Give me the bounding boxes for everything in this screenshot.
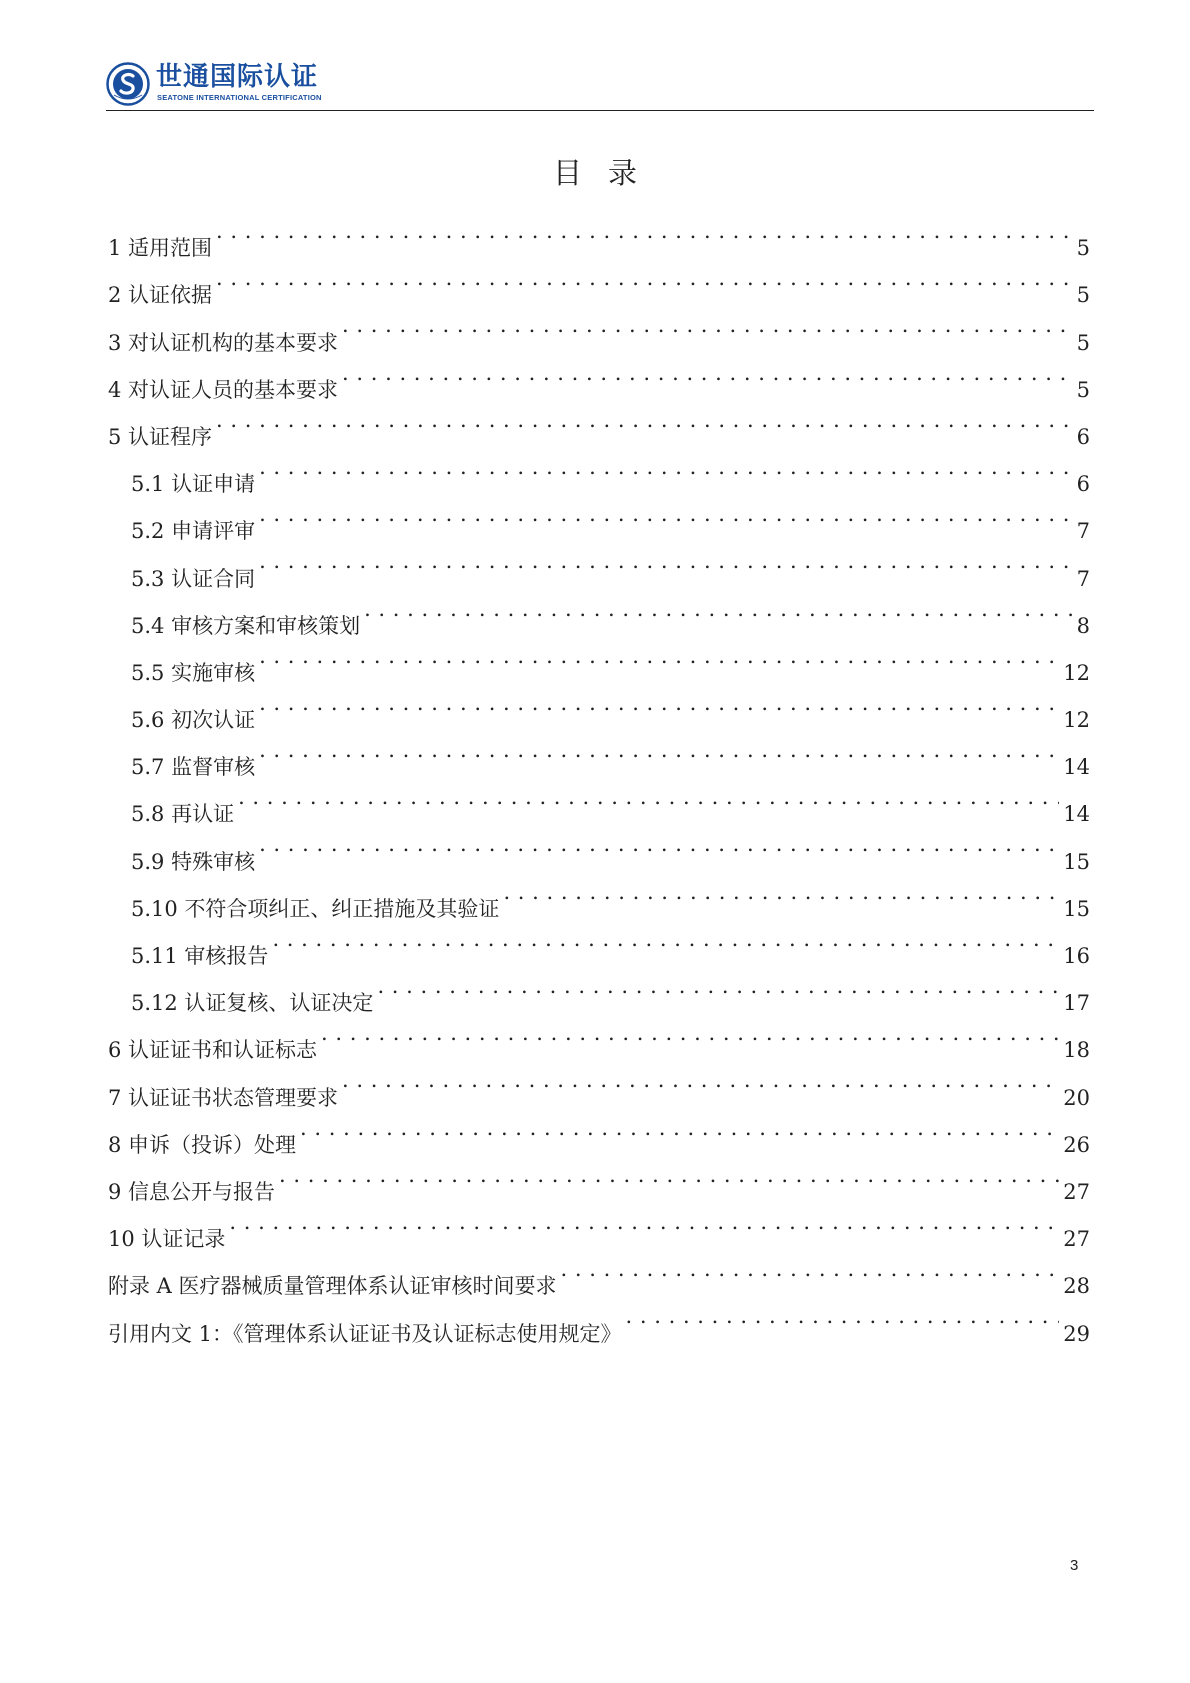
toc-dot-leader bbox=[377, 963, 1059, 1010]
toc-dot-leader bbox=[259, 538, 1073, 585]
toc-dot-leader bbox=[342, 350, 1073, 397]
toc-entry-page: 29 bbox=[1063, 1321, 1090, 1346]
toc-entry-title: 5.12 认证复核、认证决定 bbox=[131, 991, 374, 1016]
toc-entry[interactable] bbox=[108, 397, 1090, 449]
toc-entry[interactable] bbox=[108, 727, 1090, 780]
toc-dot-leader bbox=[259, 633, 1059, 680]
toc-entry[interactable] bbox=[108, 208, 1090, 261]
toc-dot-leader bbox=[259, 821, 1059, 868]
toc-entry[interactable] bbox=[108, 255, 1090, 308]
toc-dot-leader bbox=[272, 916, 1059, 963]
toc-dot-leader bbox=[216, 255, 1073, 302]
toc-dot-leader bbox=[626, 1293, 1060, 1340]
page-number: 3 bbox=[1070, 1557, 1079, 1574]
toc-entry[interactable] bbox=[108, 1246, 1090, 1299]
toc-entry-title: 5.7 监督审核 bbox=[131, 755, 256, 780]
toc-entry-page: 14 bbox=[1063, 802, 1090, 827]
toc-dot-leader bbox=[259, 680, 1059, 727]
toc-entry-title: 附录 A 医疗器械质量管理体系认证审核时间要求 bbox=[108, 1274, 557, 1299]
toc-entry-page: 20 bbox=[1063, 1085, 1090, 1110]
toc-entry[interactable] bbox=[108, 1199, 1090, 1252]
toc-entry-page: 26 bbox=[1063, 1132, 1090, 1157]
toc-entry-page: 7 bbox=[1076, 519, 1090, 544]
toc-dot-leader bbox=[342, 302, 1073, 349]
toc-dot-leader bbox=[259, 491, 1073, 538]
toc-entry-page: 6 bbox=[1076, 472, 1090, 497]
toc-dot-leader bbox=[216, 208, 1073, 255]
toc-entry-page: 5 bbox=[1076, 377, 1090, 402]
toc-entry-page: 17 bbox=[1063, 991, 1090, 1016]
toc-entry-title: 3 对认证机构的基本要求 bbox=[108, 330, 339, 355]
toc-entry-title: 8 申诉（投诉）处理 bbox=[108, 1132, 297, 1157]
toc-entry[interactable] bbox=[108, 538, 1090, 591]
toc-entry[interactable] bbox=[108, 302, 1090, 355]
seatone-logo-icon bbox=[106, 62, 150, 106]
toc-entry[interactable] bbox=[108, 869, 1090, 921]
toc-entry-page: 12 bbox=[1063, 660, 1090, 685]
toc-entry-title: 6 认证证书和认证标志 bbox=[108, 1038, 318, 1063]
toc-dot-leader bbox=[342, 1057, 1059, 1104]
toc-entry-page: 27 bbox=[1063, 1227, 1090, 1252]
toc-entry-page: 5 bbox=[1076, 283, 1090, 308]
toc-entry-page: 16 bbox=[1063, 944, 1090, 968]
toc-entry-title: 9 信息公开与报告 bbox=[108, 1179, 276, 1204]
toc-entry-title: 4 对认证人员的基本要求 bbox=[108, 377, 339, 402]
toc-entry-title: 5.6 初次认证 bbox=[131, 708, 256, 733]
toc-entry-page: 5 bbox=[1076, 236, 1090, 261]
toc-entry-title: 5.5 实施审核 bbox=[131, 660, 256, 685]
toc-entry-title: 5.9 特殊审核 bbox=[131, 849, 256, 874]
toc-dot-leader bbox=[216, 397, 1073, 444]
toc-entry-page: 15 bbox=[1063, 896, 1090, 921]
toc-dot-leader bbox=[259, 727, 1059, 774]
toc-dot-leader bbox=[238, 774, 1059, 821]
toc-entry-title: 5.10 不符合项纠正、纠正措施及其验证 bbox=[131, 896, 500, 921]
brand-name-cn: 世通国际认证 bbox=[156, 62, 319, 92]
toc-title: 目录 bbox=[552, 156, 663, 190]
toc-entry[interactable] bbox=[108, 774, 1090, 827]
toc-entry-title: 7 认证证书状态管理要求 bbox=[108, 1085, 339, 1110]
toc-entry-title: 5.11 审核报告 bbox=[131, 944, 269, 968]
toc-entry[interactable] bbox=[108, 444, 1090, 497]
toc-dot-leader bbox=[321, 1010, 1059, 1057]
toc-entry-title: 5.4 审核方案和审核策划 bbox=[131, 613, 361, 638]
table-of-contents bbox=[108, 208, 1090, 1346]
toc-entry-page: 5 bbox=[1076, 330, 1090, 355]
toc-entry-title: 5 认证程序 bbox=[108, 424, 213, 449]
toc-entry-title: 2 认证依据 bbox=[108, 283, 213, 308]
toc-entry-page: 28 bbox=[1063, 1274, 1090, 1299]
toc-entry-title: 5.8 再认证 bbox=[131, 802, 235, 827]
toc-entry-title: 5.2 申请评审 bbox=[131, 519, 256, 544]
toc-entry-page: 12 bbox=[1063, 708, 1090, 733]
toc-entry-page: 7 bbox=[1076, 566, 1090, 591]
toc-entry[interactable] bbox=[108, 491, 1090, 544]
toc-dot-leader bbox=[561, 1246, 1060, 1293]
toc-entry-title: 引用内文 1：《管理体系认证证书及认证标志使用规定》 bbox=[108, 1321, 622, 1346]
toc-entry-page: 6 bbox=[1076, 424, 1090, 449]
toc-entry-page: 8 bbox=[1076, 613, 1090, 638]
toc-dot-leader bbox=[364, 586, 1073, 633]
toc-dot-leader bbox=[259, 444, 1073, 491]
toc-entry-page: 18 bbox=[1063, 1038, 1090, 1063]
toc-entry-title: 10 认证记录 bbox=[108, 1227, 226, 1252]
toc-dot-leader bbox=[503, 869, 1059, 916]
toc-entry[interactable] bbox=[108, 821, 1090, 874]
toc-entry-title: 5.1 认证申请 bbox=[131, 472, 256, 497]
toc-entry-title: 5.3 认证合同 bbox=[131, 566, 256, 591]
page-header bbox=[106, 56, 1094, 111]
toc-dot-leader bbox=[300, 1105, 1059, 1152]
toc-entry-title: 1 适用范围 bbox=[108, 236, 213, 261]
toc-dot-leader bbox=[279, 1152, 1059, 1199]
toc-dot-leader bbox=[229, 1199, 1059, 1246]
toc-entry-page: 15 bbox=[1063, 849, 1090, 874]
toc-entry-page: 27 bbox=[1063, 1179, 1090, 1204]
toc-entry[interactable] bbox=[108, 680, 1090, 733]
brand-name-en: SEATONE INTERNATIONAL CERTIFICATION bbox=[157, 93, 322, 102]
toc-entry[interactable] bbox=[108, 586, 1090, 638]
toc-entry-page: 14 bbox=[1063, 755, 1090, 780]
